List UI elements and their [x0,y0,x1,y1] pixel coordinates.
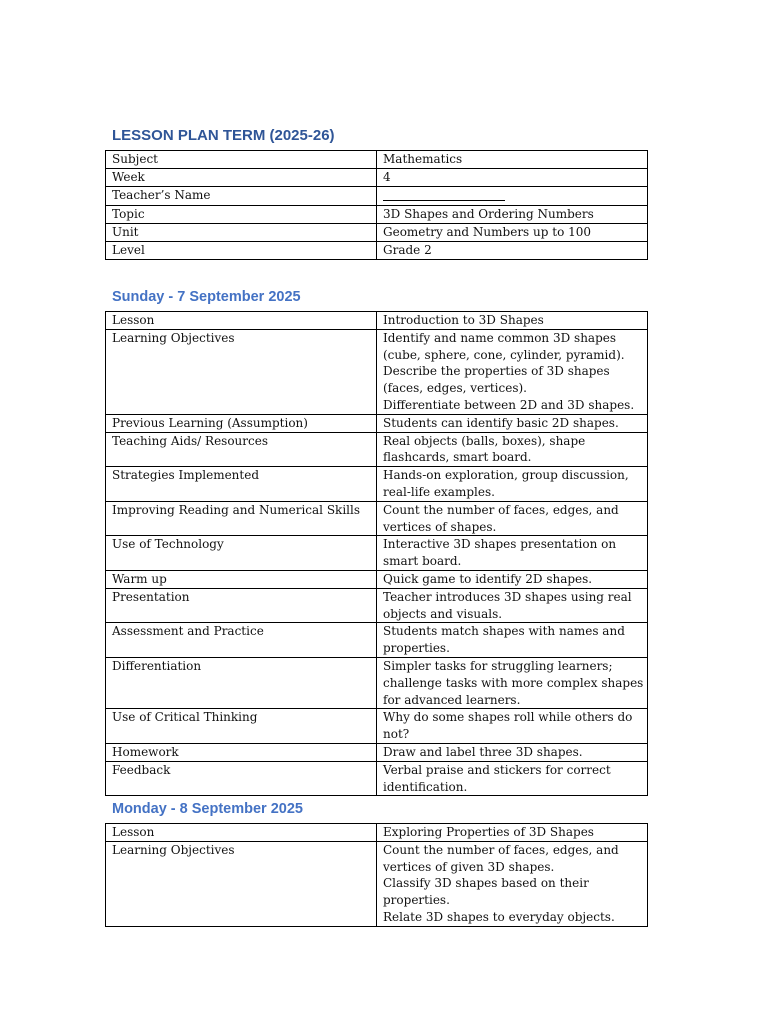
row-label: Unit [106,224,377,242]
row-label: Subject [106,151,377,169]
row-value [377,224,648,242]
row-value [377,536,648,571]
row-value-line: Interactive 3D shapes presentation on [383,537,617,552]
row-value-line: Why do some shapes roll while others do [383,710,633,725]
row-value [377,623,648,658]
sunday-lesson-table [105,311,648,796]
table-row [106,151,648,169]
row-value [377,657,648,708]
row-label: Learning Objectives [106,841,377,926]
row-value-line: vertices of given 3D shapes. [383,859,555,874]
row-value-line: smart board. [383,554,462,569]
row-value-line: challenge tasks with more complex shapes [383,675,644,690]
row-value-line: Students can identify basic 2D shapes. [383,415,619,430]
table-row [106,841,648,926]
table-row [106,168,648,186]
monday-heading: Monday - 8 September 2025 [112,801,303,817]
table-row [106,709,648,744]
table-row [106,241,648,259]
row-value [377,709,648,744]
row-value [377,329,648,414]
row-label: Week [106,168,377,186]
row-value-line: Introduction to 3D Shapes [383,313,544,327]
row-value-line: Students match shapes with names and [383,624,625,639]
row-label: Differentiation [106,657,377,708]
table-row [106,570,648,588]
monday-lesson-table [105,823,648,927]
row-label: Strategies Implemented [106,467,377,502]
row-value-line: objects and visuals. [383,606,503,621]
row-value [377,168,648,186]
blank-fill-line [383,187,505,201]
row-label: Use of Technology [106,536,377,571]
row-value-line: Mathematics [383,152,463,166]
page-title: LESSON PLAN TERM (2025-26) [112,127,335,144]
row-label: Improving Reading and Numerical Skills [106,501,377,536]
table-row [106,588,648,623]
table-row [106,467,648,502]
row-value-line: Teacher introduces 3D shapes using real [383,589,632,604]
row-value-line: properties. [383,641,450,656]
row-label: Learning Objectives [106,329,377,414]
table-row [106,657,648,708]
row-label: Teaching Aids/ Resources [106,432,377,467]
table-row [106,824,648,842]
row-value [377,570,648,588]
row-label: Lesson [106,312,377,330]
table-row [106,224,648,242]
row-value-line: Simpler tasks for struggling learners; [383,658,613,673]
sunday-heading: Sunday - 7 September 2025 [112,289,301,305]
row-value-line: Geometry and Numbers up to 100 [383,225,592,240]
row-label: Warm up [106,570,377,588]
table-row [106,329,648,414]
row-value-line: Relate 3D shapes to everyday objects. [383,909,615,924]
table-row [106,432,648,467]
row-value-line: flashcards, smart board. [383,450,532,465]
row-label: Use of Critical Thinking [106,709,377,744]
row-value-line: Exploring Properties of 3D Shapes [383,825,594,839]
row-label: Feedback [106,761,377,796]
row-value-line: properties. [383,893,450,908]
row-label: Lesson [106,824,377,842]
row-value [377,824,648,842]
row-label: Teacher’s Name [106,186,377,206]
row-value-line: Hands-on exploration, group discussion, [383,468,629,483]
row-value-line: Count the number of faces, edges, and [383,502,619,517]
row-value-line: Identify and name common 3D shapes [383,330,617,345]
row-label: Previous Learning (Assumption) [106,414,377,432]
row-value-line: Real objects (balls, boxes), shape [383,433,586,448]
row-value-line: (cube, sphere, cone, cylinder, pyramid). [383,347,625,362]
row-value-line: Differentiate between 2D and 3D shapes. [383,397,635,412]
row-value [377,241,648,259]
table-row [106,501,648,536]
row-value-line: Grade 2 [383,242,432,257]
row-value-line: Describe the properties of 3D shapes [383,364,610,379]
row-value [377,467,648,502]
row-label: Presentation [106,588,377,623]
row-value [377,414,648,432]
row-value-line: Quick game to identify 2D shapes. [383,571,593,586]
row-value-line: vertices of shapes. [383,519,497,534]
table-row [106,761,648,796]
row-value [377,206,648,224]
row-value-line: (faces, edges, vertices). [383,381,527,396]
table-row [106,206,648,224]
row-value [377,312,648,330]
row-value-line: Classify 3D shapes based on their [383,876,589,891]
row-value-line: for advanced learners. [383,692,521,707]
row-value-line: Count the number of faces, edges, and [383,842,619,857]
row-value-line: identification. [383,779,468,794]
row-value [377,588,648,623]
row-label: Topic [106,206,377,224]
table-row [106,743,648,761]
row-value-line: real-life examples. [383,484,495,499]
row-value-line: not? [383,727,410,742]
table-row [106,536,648,571]
row-value [377,501,648,536]
row-value-line: Draw and label three 3D shapes. [383,744,583,759]
row-label: Homework [106,743,377,761]
row-label: Assessment and Practice [106,623,377,658]
overview-table [105,150,648,260]
row-value [377,761,648,796]
row-value [377,151,648,169]
row-value-line: Verbal praise and stickers for correct [383,762,611,777]
row-value-line: 4 [383,169,391,184]
table-row [106,414,648,432]
row-value [377,743,648,761]
row-value [377,186,648,206]
table-row [106,312,648,330]
row-value [377,841,648,926]
row-value-line: 3D Shapes and Ordering Numbers [383,207,594,222]
table-row [106,623,648,658]
row-value [377,432,648,467]
table-row [106,186,648,206]
row-label: Level [106,241,377,259]
